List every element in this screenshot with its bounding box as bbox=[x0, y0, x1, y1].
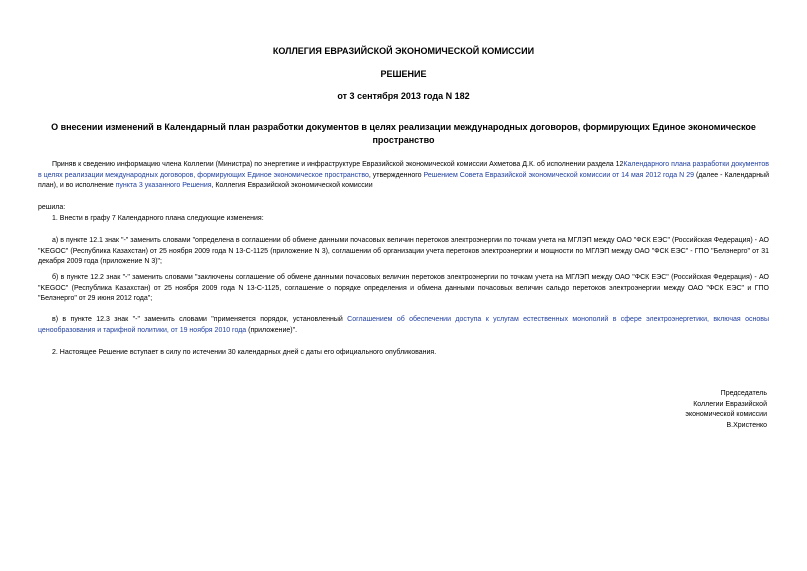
document-title bbox=[20, 121, 787, 147]
item-1: 1. Внести в графу 7 Календарного плана следующие изменения: bbox=[52, 215, 264, 222]
subitem-a: а) в пункте 12.1 знак "-" заменить словами "определена в соглашении об обмене данными почасовых величин перетоков электроэнергии по точкам учета на МГЛЭП между ОАО "ФСК ЕЭС" (Российская Федерация) - АО "KEGOC" (Республика Казахстан) от 25 ноября 2009 года N 13-С-1125 (приложение N 3), соглашении об организации учета перетоков электроэнергии и мощности по МГЛЭП между ОАО "ФСК ЕЭС" - ГПО "Белэнерго" от 31 декабря 2009 года (приложение N 3)"; bbox=[38, 237, 769, 266]
subitem-b: б) в пункте 12.2 знак "-" заменить словами "заключены соглашение об обмене данными почасовых величин перетоков электроэнергии по точкам учета на МГЛЭП между ОАО "ФСК ЕЭС" (Российская Федерация) - АО "KEGOC" (Республика Казахстан) от 25 ноября 2009 года N 13-С-1125, соглашение о порядке определения и обмена данными почасовых величин сальдо перетоков электроэнергии между ОАО "ФСК ЕЭС" и ГПО "Белэнерго" от 29 июня 2012 года"; bbox=[38, 274, 769, 303]
signature-body-2: экономической комиссии bbox=[685, 411, 767, 418]
calendar-plan-link[interactable]: Календарного плана разработки документов в целях реализации международных договоров, формирующих Единое экономическое пространство bbox=[38, 161, 769, 179]
natural-monopolies-agreement-link[interactable]: Соглашением об обеспечении доступа к услугам естественных монополий в сфере электроэнергетики, включая основы ценообразования и тарифной политики, от 19 ноября 2010 года bbox=[38, 316, 769, 334]
signature-position: Председатель bbox=[720, 390, 767, 397]
subitem-c-text-post: (приложение)". bbox=[246, 326, 298, 334]
decided-label: решила: bbox=[38, 204, 66, 211]
council-decision-link[interactable]: Решением Совета Евразийской экономической комиссии от 14 мая 2012 года N 29 bbox=[423, 171, 694, 179]
subitem-c bbox=[38, 315, 769, 336]
date-number-heading: от 3 сентября 2013 года N 182 bbox=[337, 91, 470, 101]
intro-text-1: Приняв к сведению информацию члена Коллегии (Министра) по энергетике и инфраструктуре Евразийской экономической комиссии Ахметова Д.К. об исполнении раздела 12 bbox=[52, 161, 624, 168]
signature-block bbox=[607, 389, 767, 431]
signature-body: Коллегии Евразийской bbox=[693, 400, 767, 408]
intro-text-4: , Коллегия Евразийской экономической комиссии bbox=[211, 182, 373, 190]
intro-paragraph bbox=[38, 160, 769, 192]
signature-name: В.Христенко bbox=[726, 421, 767, 429]
title-line-1: О внесении изменений в Календарный план разработки документов в целях реализации международных договоров, формирующих Единое экономическое bbox=[51, 122, 756, 132]
intro-text-3: (далее - Календарный план), и во исполнение bbox=[38, 171, 769, 190]
intro-text-2: , утвержденного bbox=[368, 171, 424, 179]
subitem-c-text-pre: в) в пункте 12.3 знак "-" заменить словами "применяется порядок, установленный bbox=[52, 316, 348, 323]
doc-type-heading: РЕШЕНИЕ bbox=[380, 69, 427, 79]
org-heading: КОЛЛЕГИЯ ЕВРАЗИЙСКОЙ ЭКОНОМИЧЕСКОЙ КОМИССИИ bbox=[272, 46, 535, 56]
item-2: 2. Настоящее Решение вступает в силу по истечении 30 календарных дней с даты его официального опубликования. bbox=[52, 349, 437, 356]
decision-point-3-link[interactable]: пункта 3 указанного Решения bbox=[115, 182, 212, 190]
title-line-2: пространство bbox=[372, 135, 435, 145]
